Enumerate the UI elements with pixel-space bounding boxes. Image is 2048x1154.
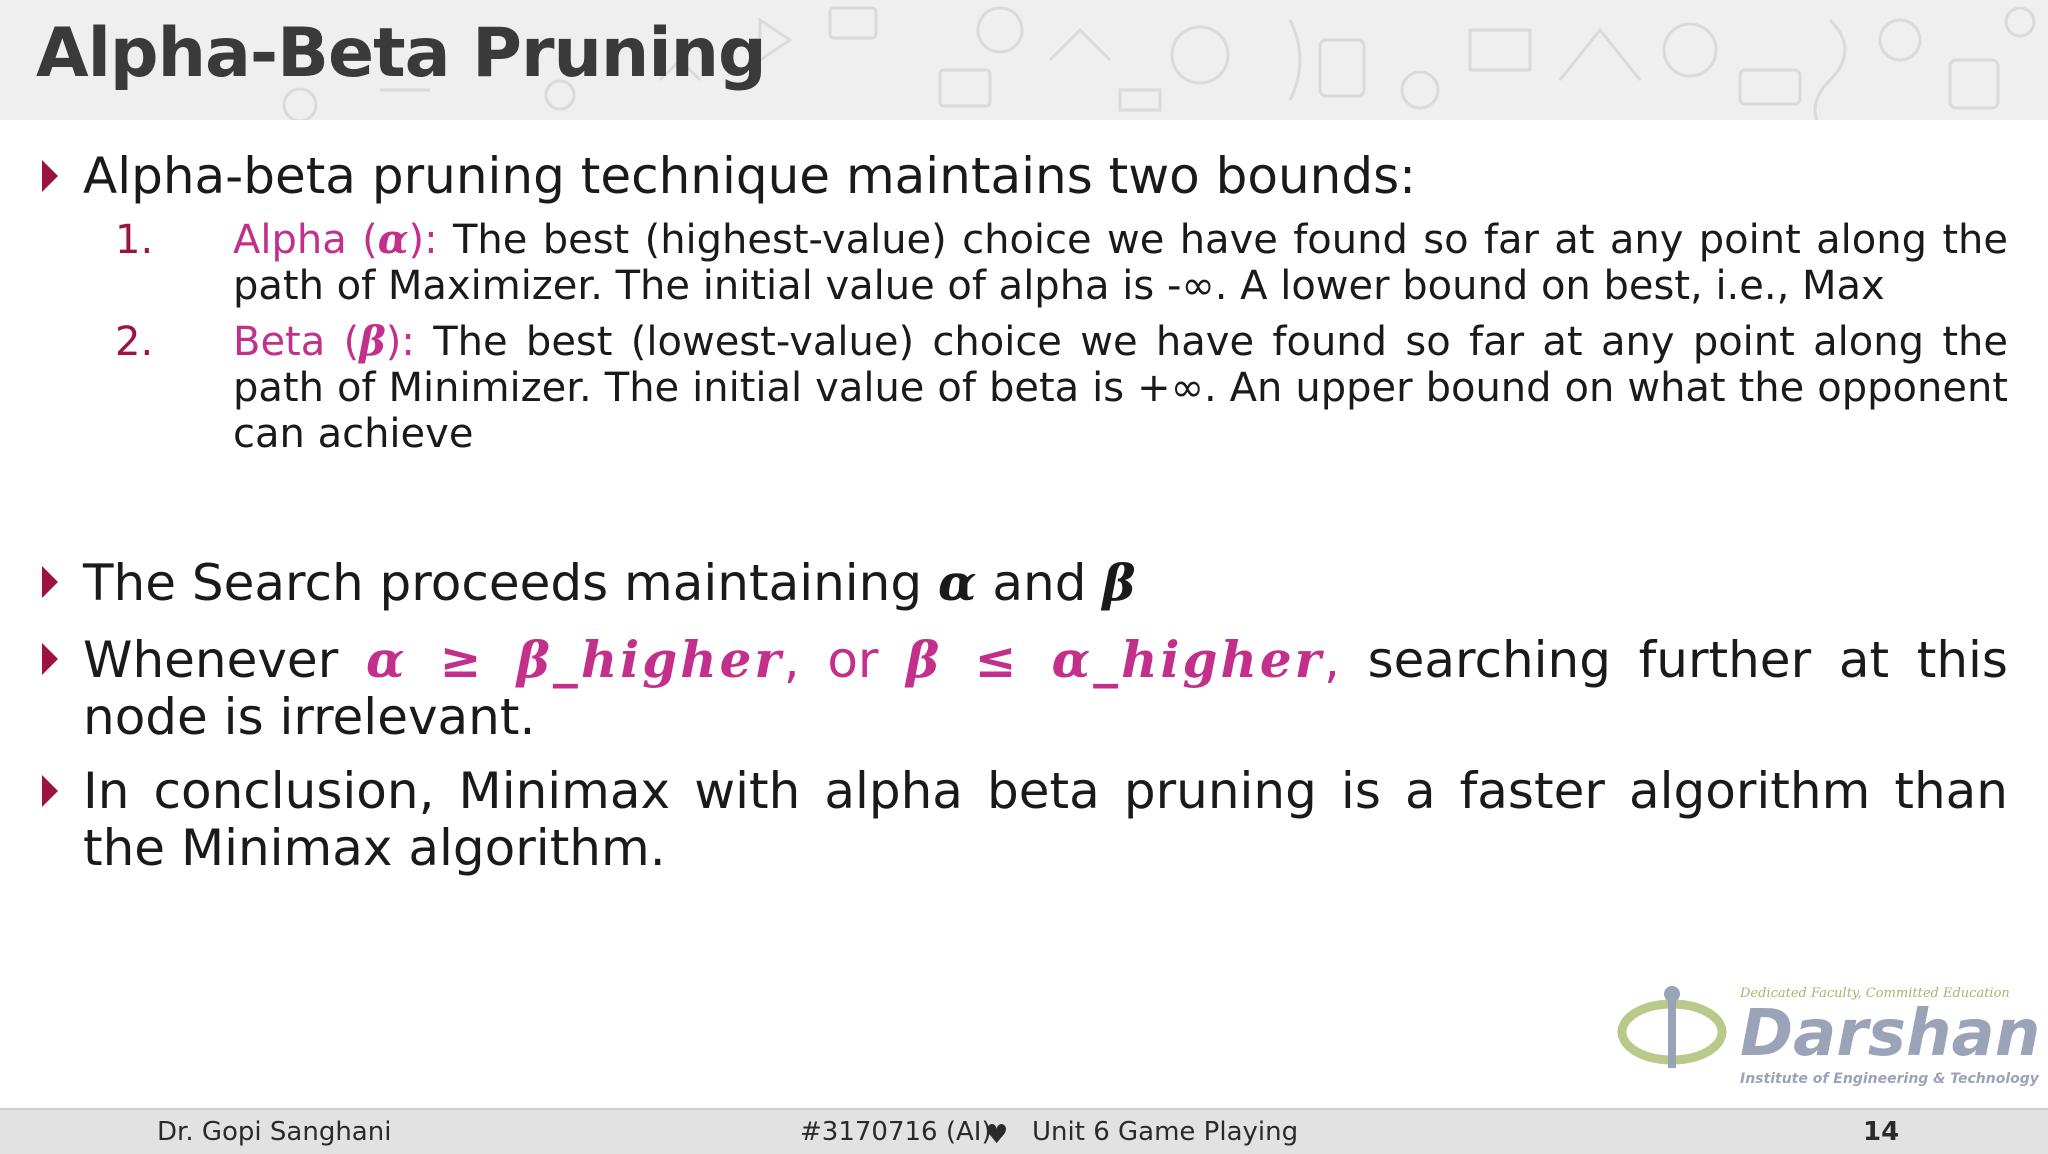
list-number: 2. [115, 319, 154, 365]
footer-unit: Unit 6 Game Playing [1032, 1117, 1299, 1147]
slide-title: Alpha-Beta Pruning [36, 14, 766, 93]
darshan-logo-icon [1600, 980, 2040, 1100]
darshan-logo [1600, 980, 2040, 1100]
bound-text [233, 319, 2008, 457]
bullet-bounds [42, 148, 2008, 205]
beta-symbol: β [359, 318, 386, 365]
bullet-marker-icon [42, 775, 58, 807]
footer-course-code: #3170716 (AI) [800, 1117, 992, 1147]
slide-header [0, 0, 2048, 120]
logo-tagline: Dedicated Faculty, Committed Education [1740, 986, 2010, 1001]
alpha-symbol: α [377, 216, 409, 263]
slide-footer [0, 1108, 2048, 1154]
bound-item-beta [115, 319, 2008, 457]
heart-icon: ♥ [985, 1120, 1009, 1150]
bullet-whenever [42, 631, 2008, 746]
alpha-symbol: α [938, 553, 977, 612]
bullet-marker-icon [42, 160, 58, 192]
bullet-text [83, 631, 2008, 746]
bullet-conclusion [42, 763, 2008, 877]
bullet-text-part: Whenever [83, 631, 366, 689]
bound-item-alpha [115, 217, 2008, 309]
bullet-text: Alpha-beta pruning technique maintains two bounds: [83, 147, 1416, 205]
page-number: 14 [1863, 1117, 1900, 1147]
formula-alpha-geq-beta: α ≥ β_higher [365, 630, 784, 689]
bound-label-close: ): [408, 217, 438, 263]
bullet-text [83, 554, 2008, 612]
logo-subtitle: Institute of Engineering & Technology [1740, 1071, 2039, 1087]
bullet-marker-icon [42, 643, 58, 675]
bullet-search [42, 554, 2008, 612]
bullet-marker-icon [42, 566, 58, 598]
bound-text [233, 217, 2008, 309]
list-number: 1. [115, 217, 154, 263]
footer-author: Dr. Gopi Sanghani [157, 1117, 392, 1147]
bound-label: Beta ( [233, 319, 360, 365]
logo-name: Darshan [1740, 997, 2040, 1071]
bound-label: Alpha ( [233, 217, 378, 263]
beta-symbol: β [1102, 553, 1136, 612]
bullet-text-part: and [976, 554, 1103, 612]
bound-description: The best (highest-value) choice we have found so far at any point along the path of Maximizer. The initial value of alpha is -∞. A lower bound on best, i.e., Max [233, 217, 2008, 309]
bullet-text-part: , or [783, 631, 907, 689]
bound-label-close: ): [385, 319, 415, 365]
bullet-text: In conclusion, Minimax with alpha beta pruning is a faster algorithm than the Minimax algorithm. [83, 762, 2008, 877]
bullet-text-part: searching further at this node is irrelevant. [83, 631, 2008, 746]
bound-description: The best (lowest-value) choice we have found so far at any point along the path of Minimizer. The initial value of beta is +∞. An upper bound on what the opponent can achieve [233, 319, 2008, 457]
formula-comma: , [1323, 631, 1340, 689]
formula-beta-leq-alpha: β ≤ α_higher [906, 630, 1324, 689]
bullet-text-part: The Search proceeds maintaining [83, 554, 939, 612]
